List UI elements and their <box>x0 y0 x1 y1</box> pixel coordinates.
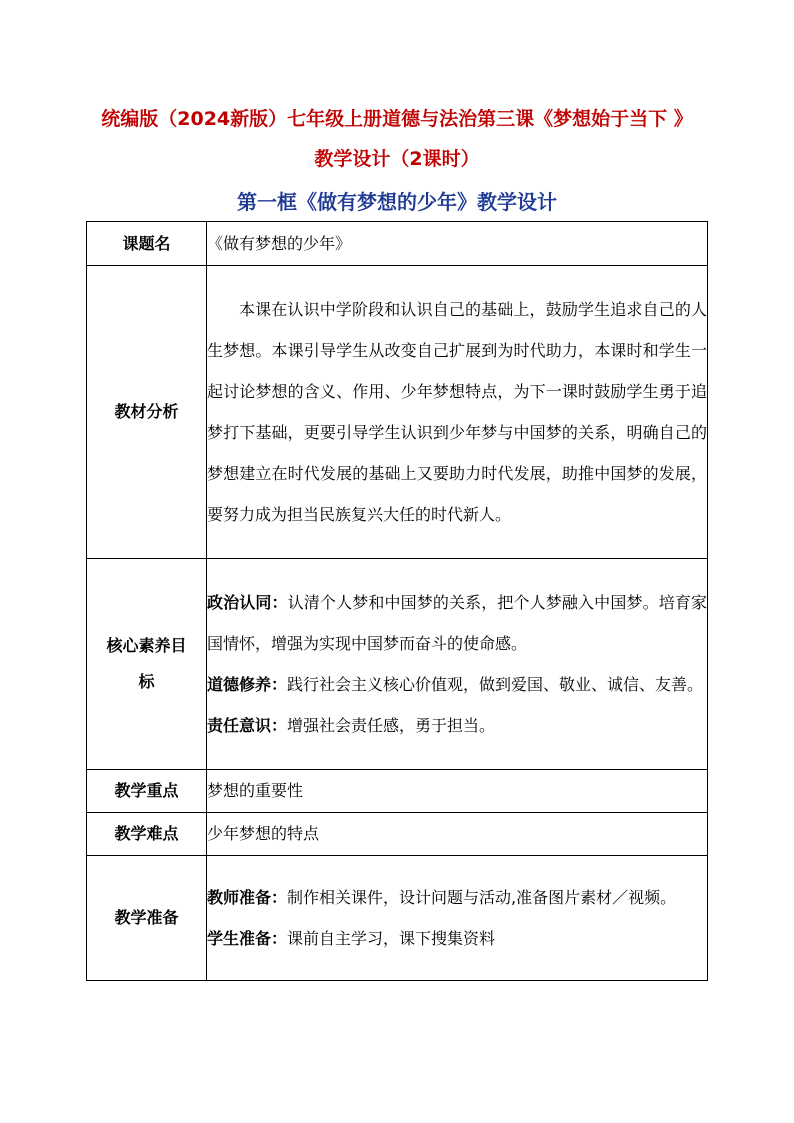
topic-row <box>87 222 708 266</box>
topic-cell <box>207 222 708 266</box>
difficulty-value: 少年梦想的特点 <box>207 824 320 843</box>
literacy-item-name: 道德修养： <box>207 675 288 694</box>
preparation-row <box>87 856 708 981</box>
literacy-item-political <box>207 582 707 664</box>
preparation-cell <box>207 856 708 981</box>
difficulty-row <box>87 813 708 856</box>
lesson-plan-table <box>86 221 708 981</box>
preparation-item-name: 学生准备： <box>207 929 288 948</box>
analysis-label: 教材分析 <box>87 266 207 559</box>
literacy-item-name: 责任意识： <box>207 716 288 735</box>
preparation-item-teacher <box>207 877 707 918</box>
preparation-item-text: 制作相关课件，设计问题与活动,准备图片素材／视频。 <box>287 888 677 907</box>
literacy-item-name: 政治认同： <box>207 593 288 612</box>
section-subtitle: 第一框《做有梦想的少年》教学设计 <box>237 190 557 214</box>
preparation-item-name: 教师准备： <box>207 888 288 907</box>
literacy-item-text: 增强社会责任感，勇于担当。 <box>287 716 496 735</box>
difficulty-cell <box>207 813 708 856</box>
key-point-value: 梦想的重要性 <box>207 781 304 800</box>
document-title-line2: 教学设计（2课时） <box>314 148 480 170</box>
literacy-label-text: 核心素养目标 <box>106 636 187 691</box>
key-point-cell <box>207 770 708 813</box>
literacy-cell <box>207 559 708 770</box>
literacy-item-text: 践行社会主义核心价值观，做到爱国、敬业、诚信、友善。 <box>287 675 704 694</box>
topic-value: 《做有梦想的少年》 <box>207 233 352 253</box>
literacy-row <box>87 559 708 770</box>
document-title: 统编版（2024新版）七年级上册道德与法治第三课《梦想始于当下 》 <box>101 108 693 130</box>
literacy-item-moral <box>207 664 707 705</box>
topic-label: 课题名 <box>87 222 207 266</box>
preparation-item-student <box>207 918 707 959</box>
analysis-text: 本课在认识中学阶段和认识自己的基础上，鼓励学生追求自己的人生梦想。本课引导学生从改变自己扩展到为时代助力，本课时和学生一起讨论梦想的含义、作用、少年梦想特点，为下一课时鼓励学生勇于追梦打下基础，更要引导学生认识到少年梦与中国梦的关系，明确自己的梦想建立在时代发展的基础上又要助力时代发展，助推中国梦的发展，要努力成为担当民族复兴大任的时代新人。 <box>207 300 707 524</box>
literacy-item-text: 认清个人梦和中国梦的关系，把个人梦融入中国梦。培育家国情怀，增强为实现中国梦而奋斗的使命感。 <box>207 593 707 653</box>
literacy-label <box>87 559 207 770</box>
key-point-label: 教学重点 <box>87 770 207 813</box>
analysis-row <box>87 266 708 559</box>
preparation-label: 教学准备 <box>87 856 207 981</box>
difficulty-label: 教学难点 <box>87 813 207 856</box>
analysis-cell <box>207 266 708 559</box>
literacy-item-responsibility <box>207 705 707 746</box>
key-point-row <box>87 770 708 813</box>
preparation-item-text: 课前自主学习，课下搜集资料 <box>287 929 496 948</box>
